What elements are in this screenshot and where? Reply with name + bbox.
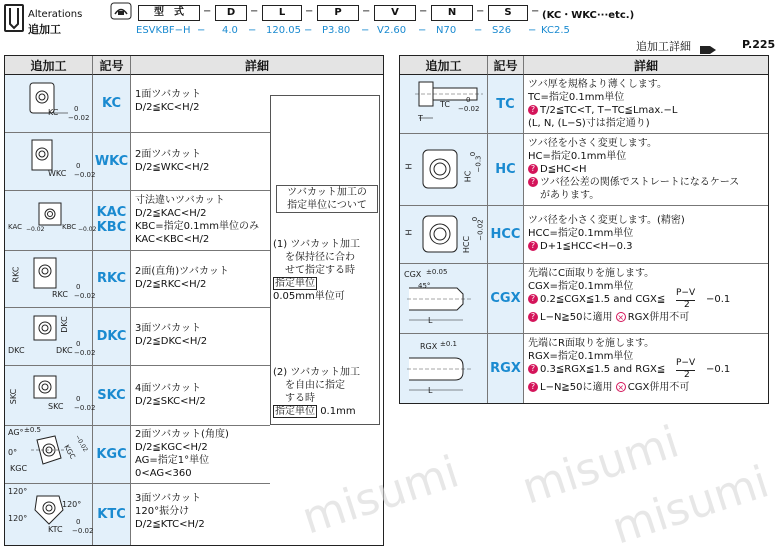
detail-rgx bbox=[524, 337, 731, 394]
tol-lower: −0.02 bbox=[74, 292, 96, 300]
model-value: N70 bbox=[436, 25, 457, 36]
dash: − bbox=[528, 25, 537, 36]
detail-line: 3面ツバカット bbox=[135, 323, 202, 334]
watermark: misumi bbox=[606, 456, 775, 555]
left-header-fig: 追加工 bbox=[5, 56, 93, 75]
dkc-label-v: DKC bbox=[59, 316, 69, 333]
detail-cgx bbox=[524, 267, 731, 324]
right-header-fig: 追加工 bbox=[400, 56, 488, 75]
detail-line: ツバ径を小さく変更します。(精密) bbox=[528, 215, 685, 226]
dash: − bbox=[474, 25, 483, 36]
detail-line: D/2≦KAC<H/2 bbox=[135, 208, 207, 219]
detail-dkc bbox=[131, 322, 207, 348]
model-n-box: N bbox=[431, 5, 473, 21]
no-combo-icon: × bbox=[617, 313, 625, 322]
detail-line: −0.1 bbox=[706, 364, 731, 375]
dkc-label: DKC bbox=[8, 346, 25, 355]
detail-line: D/2≦KC<H/2 bbox=[135, 102, 200, 113]
code-skc bbox=[93, 365, 131, 425]
model-d-box: D bbox=[215, 5, 247, 21]
angle-label: 120° bbox=[8, 514, 28, 523]
code-tc bbox=[488, 75, 524, 133]
detail-line: D/2≦WKC<H/2 bbox=[135, 162, 210, 173]
dkc-label-2: DKC bbox=[56, 346, 73, 355]
h-label: H bbox=[404, 229, 414, 236]
dash: − bbox=[476, 6, 485, 17]
detail-line: 3面ツバカット bbox=[135, 493, 202, 504]
unit-note-label: 指定単位 bbox=[275, 278, 315, 289]
model-value: ESVKBF−H bbox=[136, 25, 191, 36]
kc-label: KC bbox=[48, 108, 59, 117]
unit-note-line: (2) ツバカット加工 bbox=[273, 367, 361, 378]
unit-note-title-line: ツバカット加工の bbox=[287, 187, 367, 198]
detail-line: L−N≧50に適用 bbox=[540, 312, 613, 323]
kgc-label-r: KGC bbox=[62, 443, 77, 461]
rgx-label: RGX bbox=[420, 342, 438, 351]
unit-note-p1 bbox=[273, 238, 379, 303]
code-rgx bbox=[488, 333, 524, 403]
angle-label: 120° bbox=[8, 487, 28, 496]
code-text: TC bbox=[496, 96, 515, 112]
detail-ref-icon bbox=[700, 40, 716, 50]
watermark: misumi bbox=[516, 416, 685, 515]
code-kc bbox=[93, 75, 131, 132]
tol-lower: −0.02 bbox=[74, 349, 96, 357]
zero-deg-label: 0° bbox=[8, 448, 18, 457]
detail-line: D/2≦SKC<H/2 bbox=[135, 396, 206, 407]
title-jp: 追加工 bbox=[28, 23, 61, 36]
tol-upper: 0 bbox=[469, 151, 478, 157]
note-icon: ? bbox=[528, 312, 538, 322]
tol-upper: 0 bbox=[76, 162, 81, 170]
cgx-tol: ±0.05 bbox=[426, 268, 448, 276]
unit-note-value: 0.05mm単位可 bbox=[273, 291, 345, 302]
kc-diagram bbox=[20, 80, 90, 130]
title-en: Alterations bbox=[28, 9, 83, 20]
detail-ref-page[interactable]: P.225 bbox=[742, 38, 775, 51]
dash: − bbox=[197, 25, 206, 36]
detail-line: ツバ厚を規格より薄くします。 bbox=[528, 79, 667, 90]
detail-line: 先端にC面取りを施します。 bbox=[528, 268, 655, 279]
unit-note-title-line: 指定単位について bbox=[287, 200, 367, 211]
unit-note-value: 0.1mm bbox=[320, 406, 356, 417]
model-value: KC2.5 bbox=[541, 25, 570, 36]
unit-note-line: する時 bbox=[285, 393, 315, 404]
code-text: RGX bbox=[490, 360, 521, 376]
tol-upper: 0 bbox=[76, 395, 81, 403]
hc-label: HC bbox=[463, 170, 473, 183]
phone-icon bbox=[110, 2, 132, 20]
rgx-tol: ±0.1 bbox=[440, 340, 457, 348]
tol-upper: 0 bbox=[74, 105, 79, 113]
ktc-label: KTC bbox=[48, 525, 63, 534]
rkc-label: RKC bbox=[52, 290, 68, 299]
model-l-box: L bbox=[262, 5, 302, 21]
detail-kac bbox=[131, 194, 259, 246]
rgx-diagram bbox=[405, 350, 485, 400]
tol-lower: −0.02 bbox=[68, 114, 90, 122]
detail-line: CGX併用不可 bbox=[627, 382, 690, 393]
wkc-label: WKC bbox=[48, 169, 67, 178]
detail-line: D/2≦KGC<H/2 bbox=[135, 442, 208, 453]
detail-kgc bbox=[131, 428, 229, 480]
detail-line: 120°振分け bbox=[135, 506, 190, 517]
code-text: RKC bbox=[96, 271, 127, 286]
detail-line: 2面ツバカット(角度) bbox=[135, 429, 229, 440]
code-kac bbox=[93, 190, 131, 250]
code-text: KTC bbox=[97, 506, 126, 522]
note-icon: ? bbox=[528, 177, 538, 187]
no-combo-icon: × bbox=[617, 383, 625, 392]
h-label: H bbox=[404, 163, 414, 170]
left-header-code: 記号 bbox=[93, 56, 131, 75]
skc-label: SKC bbox=[48, 402, 64, 411]
detail-ref-label: 追加工詳細 bbox=[636, 40, 691, 53]
detail-line: AG=指定1°単位 bbox=[135, 455, 210, 466]
detail-rkc bbox=[131, 265, 229, 291]
code-text: HC bbox=[495, 161, 516, 177]
detail-line: があります。 bbox=[540, 190, 600, 201]
code-text: WKC bbox=[94, 153, 129, 169]
tol-lower: −0.3 bbox=[474, 155, 483, 173]
code-text: KBC bbox=[96, 220, 127, 235]
model-type-box: 型 式 bbox=[138, 5, 200, 21]
detail-line: L−N≧50に適用 bbox=[540, 382, 613, 393]
detail-line: 2面ツバカット bbox=[135, 149, 202, 160]
dash: − bbox=[362, 6, 371, 17]
l-label: L bbox=[428, 386, 433, 395]
dash: − bbox=[250, 6, 259, 17]
detail-line: 0<AG<360 bbox=[135, 468, 192, 479]
dash: − bbox=[305, 6, 314, 17]
detail-tc bbox=[524, 78, 677, 130]
code-dkc bbox=[93, 307, 131, 365]
tol-upper: 0 bbox=[466, 96, 471, 104]
detail-skc bbox=[131, 382, 206, 408]
detail-hcc bbox=[524, 214, 685, 253]
alterations-icon bbox=[4, 4, 24, 32]
code-hc bbox=[488, 133, 524, 205]
fraction-den: 2 bbox=[684, 370, 690, 380]
detail-line: 0.2≦CGX≦1.5 and CGX≦ bbox=[540, 294, 666, 305]
code-rkc bbox=[93, 250, 131, 307]
tol-lower: −0.02 bbox=[26, 226, 45, 233]
unit-note-title bbox=[276, 185, 378, 213]
code-wkc bbox=[93, 132, 131, 190]
model-s-box: S bbox=[488, 5, 528, 21]
detail-line: D+1≦HCC<H−0.3 bbox=[540, 241, 633, 252]
t-label: T bbox=[418, 114, 423, 123]
code-text: KGC bbox=[96, 446, 127, 462]
angle-label: 120° bbox=[62, 500, 82, 509]
code-text: CGX bbox=[490, 290, 521, 306]
code-text: KAC bbox=[96, 205, 127, 220]
unit-note-label: 指定単位 bbox=[275, 406, 315, 417]
ag-tol: ±0.5 bbox=[24, 426, 41, 434]
tol-lower: −0.02 bbox=[73, 433, 89, 454]
detail-line: KBC=指定0.1mm単位のみ bbox=[135, 221, 259, 232]
model-value: 4.0 bbox=[222, 25, 238, 36]
code-text: HCC bbox=[490, 226, 521, 242]
dash: − bbox=[361, 25, 370, 36]
fraction-num: P−V bbox=[676, 287, 695, 301]
code-kgc bbox=[93, 425, 131, 483]
tol-lower: −0.02 bbox=[74, 404, 96, 412]
dash: − bbox=[304, 25, 313, 36]
cgx-label: CGX bbox=[404, 270, 422, 279]
code-cgx bbox=[488, 263, 524, 333]
left-header-detail: 詳細 bbox=[131, 56, 383, 75]
detail-line: 1面ツバカット bbox=[135, 89, 202, 100]
dash: − bbox=[418, 25, 427, 36]
tol-upper: 0 bbox=[76, 518, 81, 526]
code-text: DKC bbox=[96, 328, 127, 344]
unit-note-p2 bbox=[273, 366, 379, 418]
detail-line: D/2≦KTC<H/2 bbox=[135, 519, 205, 530]
skc-label-v: SKC bbox=[9, 388, 19, 405]
detail-line: KAC<KBC<H/2 bbox=[135, 234, 210, 245]
detail-line: ツバ径公差の関係でストレートになるケース bbox=[540, 177, 740, 188]
detail-line: TC=指定0.1mm単位 bbox=[528, 92, 625, 103]
kgc-label: KGC bbox=[10, 464, 28, 473]
detail-line: D/2≦RKC<H/2 bbox=[135, 279, 207, 290]
detail-kc bbox=[131, 88, 201, 114]
watermark: misumi bbox=[296, 446, 465, 545]
detail-line: RGX併用不可 bbox=[627, 312, 690, 323]
tol-lower: −0.02 bbox=[72, 527, 94, 535]
detail-line: 4面ツバカット bbox=[135, 383, 202, 394]
model-suffix: (KC・WKC···etc.) bbox=[542, 10, 635, 21]
detail-line: T/2≦TC<T, T−TC≦Lmax.−L bbox=[540, 105, 678, 116]
detail-line: HC=指定0.1mm単位 bbox=[528, 151, 627, 162]
dash: − bbox=[531, 6, 540, 17]
rkc-label-v: RKC bbox=[11, 266, 21, 283]
note-icon: ? bbox=[528, 364, 538, 374]
detail-line: RGX=指定0.1mm単位 bbox=[528, 351, 634, 362]
hcc-label: HCC bbox=[462, 235, 472, 254]
unit-note-line: を自由に指定 bbox=[285, 380, 345, 391]
detail-wkc bbox=[131, 148, 209, 174]
detail-line: 先端にR面取りを施します。 bbox=[528, 338, 655, 349]
model-value: V2.60 bbox=[377, 25, 407, 36]
tol-lower: −0.02 bbox=[74, 171, 96, 179]
note-icon: ? bbox=[528, 241, 538, 251]
detail-line: −0.1 bbox=[706, 294, 731, 305]
detail-line: 0.3≦RGX≦1.5 and RGX≦ bbox=[540, 364, 666, 375]
detail-line: 2面(直角)ツバカット bbox=[135, 266, 229, 277]
kac-label: KAC bbox=[8, 223, 23, 231]
detail-line: 寸法違いツバカット bbox=[135, 195, 225, 206]
code-ktc bbox=[93, 483, 131, 545]
note-icon: ? bbox=[528, 294, 538, 304]
tol-lower: −0.02 bbox=[78, 226, 97, 233]
cgx-diagram bbox=[405, 280, 485, 330]
tol-upper: 0 bbox=[471, 216, 480, 222]
unit-note-line: を保持径に合わ bbox=[285, 252, 355, 263]
dash: − bbox=[203, 6, 212, 17]
code-text: SKC bbox=[97, 387, 126, 403]
model-value: 120.05 bbox=[266, 25, 301, 36]
detail-line: D≦HC<H bbox=[540, 164, 587, 175]
tc-label: TC bbox=[440, 100, 451, 109]
model-value: S26 bbox=[492, 25, 512, 36]
dash: − bbox=[419, 6, 428, 17]
tol-upper: 0 bbox=[76, 283, 81, 291]
right-header-code: 記号 bbox=[488, 56, 524, 75]
note-icon: ? bbox=[528, 105, 538, 115]
tol-upper: 0 bbox=[76, 340, 81, 348]
model-value: P3.80 bbox=[322, 25, 351, 36]
unit-note-line: せて指定する時 bbox=[285, 265, 355, 276]
model-v-box: V bbox=[374, 5, 416, 21]
detail-line: D/2≦DKC<H/2 bbox=[135, 336, 208, 347]
kbc-label: KBC bbox=[62, 223, 77, 231]
detail-line: HCC=指定0.1mm単位 bbox=[528, 228, 634, 239]
model-p-box: P bbox=[317, 5, 359, 21]
detail-line: CGX=指定0.1mm単位 bbox=[528, 281, 634, 292]
detail-line: ツバ径を小さく変更します。 bbox=[528, 138, 657, 149]
tol-lower: −0.02 bbox=[476, 219, 485, 241]
right-header-detail: 詳細 bbox=[524, 56, 768, 75]
dkc-diagram bbox=[22, 312, 82, 357]
detail-hc bbox=[524, 137, 739, 202]
detail-line: (L, N, (L−S)寸は指定通り) bbox=[528, 118, 650, 129]
fraction-den: 2 bbox=[684, 300, 690, 310]
dash: − bbox=[248, 25, 257, 36]
ag-label: AG° bbox=[8, 428, 24, 437]
l-label: L bbox=[428, 316, 433, 325]
unit-note-line: (1) ツバカット加工 bbox=[273, 239, 361, 250]
note-icon: ? bbox=[528, 382, 538, 392]
code-hcc bbox=[488, 205, 524, 263]
hc-diagram bbox=[405, 140, 485, 200]
note-icon: ? bbox=[528, 164, 538, 174]
fraction-num: P−V bbox=[676, 357, 695, 371]
angle-label: 45° bbox=[418, 282, 431, 290]
detail-ktc bbox=[131, 492, 205, 531]
code-text: KC bbox=[101, 96, 122, 111]
tol-lower: −0.02 bbox=[458, 105, 480, 113]
